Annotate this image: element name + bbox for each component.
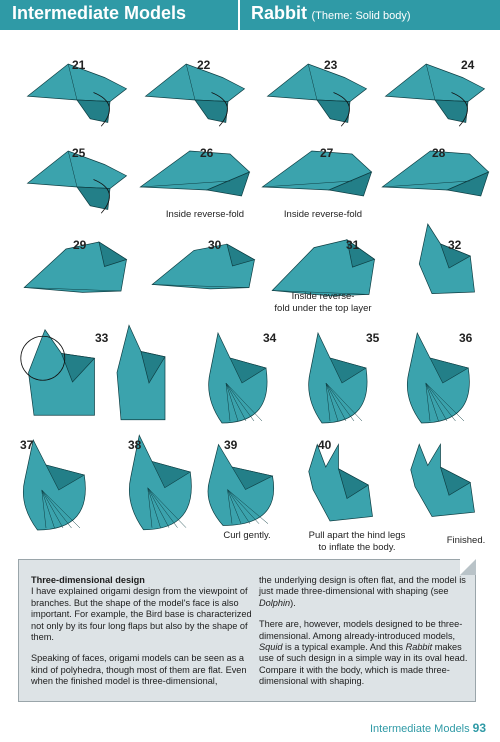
info-paragraph-3: the underlying design is often flat, and the model is just made three-dimensional with shaping (see Dolphin). [259,575,466,608]
fold-diagram [398,440,483,525]
footer-section: Intermediate Models [369,723,470,735]
step-number: 32 [448,238,462,252]
step-number: 33 [95,331,109,345]
step-number: 27 [320,146,334,160]
step-number: 40 [318,438,332,452]
info-box [18,559,476,702]
step-number: 34 [263,331,277,345]
step-caption: Inside reverse-fold [283,209,363,220]
fold-diagram [260,145,375,205]
fold-diagram [150,238,260,300]
model-name: Rabbit [251,3,307,23]
step-number: 21 [72,58,86,72]
step-caption: Finished. [446,535,486,546]
step-number: 29 [73,238,87,252]
info-box-title: Three-dimensional design [31,575,145,585]
step-number: 35 [366,331,380,345]
step-number: 24 [461,58,475,72]
info-paragraph-2: Speaking of faces, origami models can be seen as a kind of polyhedra, though most of them are flat. Even when the finished model is three-dimensional, [31,653,247,687]
fold-diagram [398,220,483,300]
fold-diagram [140,55,250,130]
step-number: 30 [208,238,222,252]
info-box-left-column [31,575,259,698]
step-number: 25 [72,146,86,160]
step-number: 26 [200,146,214,160]
model-theme: (Theme: Solid body) [311,10,411,22]
info-box-right-column [259,575,469,698]
fold-diagram [296,440,381,530]
step-number: 22 [197,58,211,72]
step-number: 37 [20,438,34,452]
step-caption: Pull apart the hind legs to inflate the body. [308,530,406,553]
step-number: 23 [324,58,338,72]
info-paragraph-1: I have explained origami design from the viewpoint of branches. But the shape of the model's face is also important. For example, the Bird base is characterized not only by its four long flaps but also by the shape of them. [31,586,252,643]
fold-diagram [105,320,185,425]
step-number: 36 [459,331,473,345]
page-curl-corner [460,559,476,575]
step-caption: Inside reverse-fold [165,209,245,220]
step-number: 38 [128,438,142,452]
fold-diagram [196,440,286,530]
page-footer [370,721,486,735]
model-title [251,3,411,24]
info-paragraph-4: There are, however, models designed to be three-dimensional. Among already-introduced models, Squid is a typical example. And this Rabbit makes use of such design in a simple way in its oval head. Compare it with the body, which is made three-dimensional with shaping. [259,619,468,687]
step-number: 39 [224,438,238,452]
fold-diagram [138,145,253,205]
fold-diagram [262,55,372,130]
page-number: 93 [472,721,486,735]
step-caption: Inside reverse- fold under the top layer [274,291,372,314]
section-title: Intermediate Models [12,3,187,23]
page-header [0,0,500,30]
step-caption: Curl gently. [223,530,271,541]
step-number: 28 [432,146,446,160]
step-number: 31 [346,238,360,252]
header-divider [238,0,240,30]
